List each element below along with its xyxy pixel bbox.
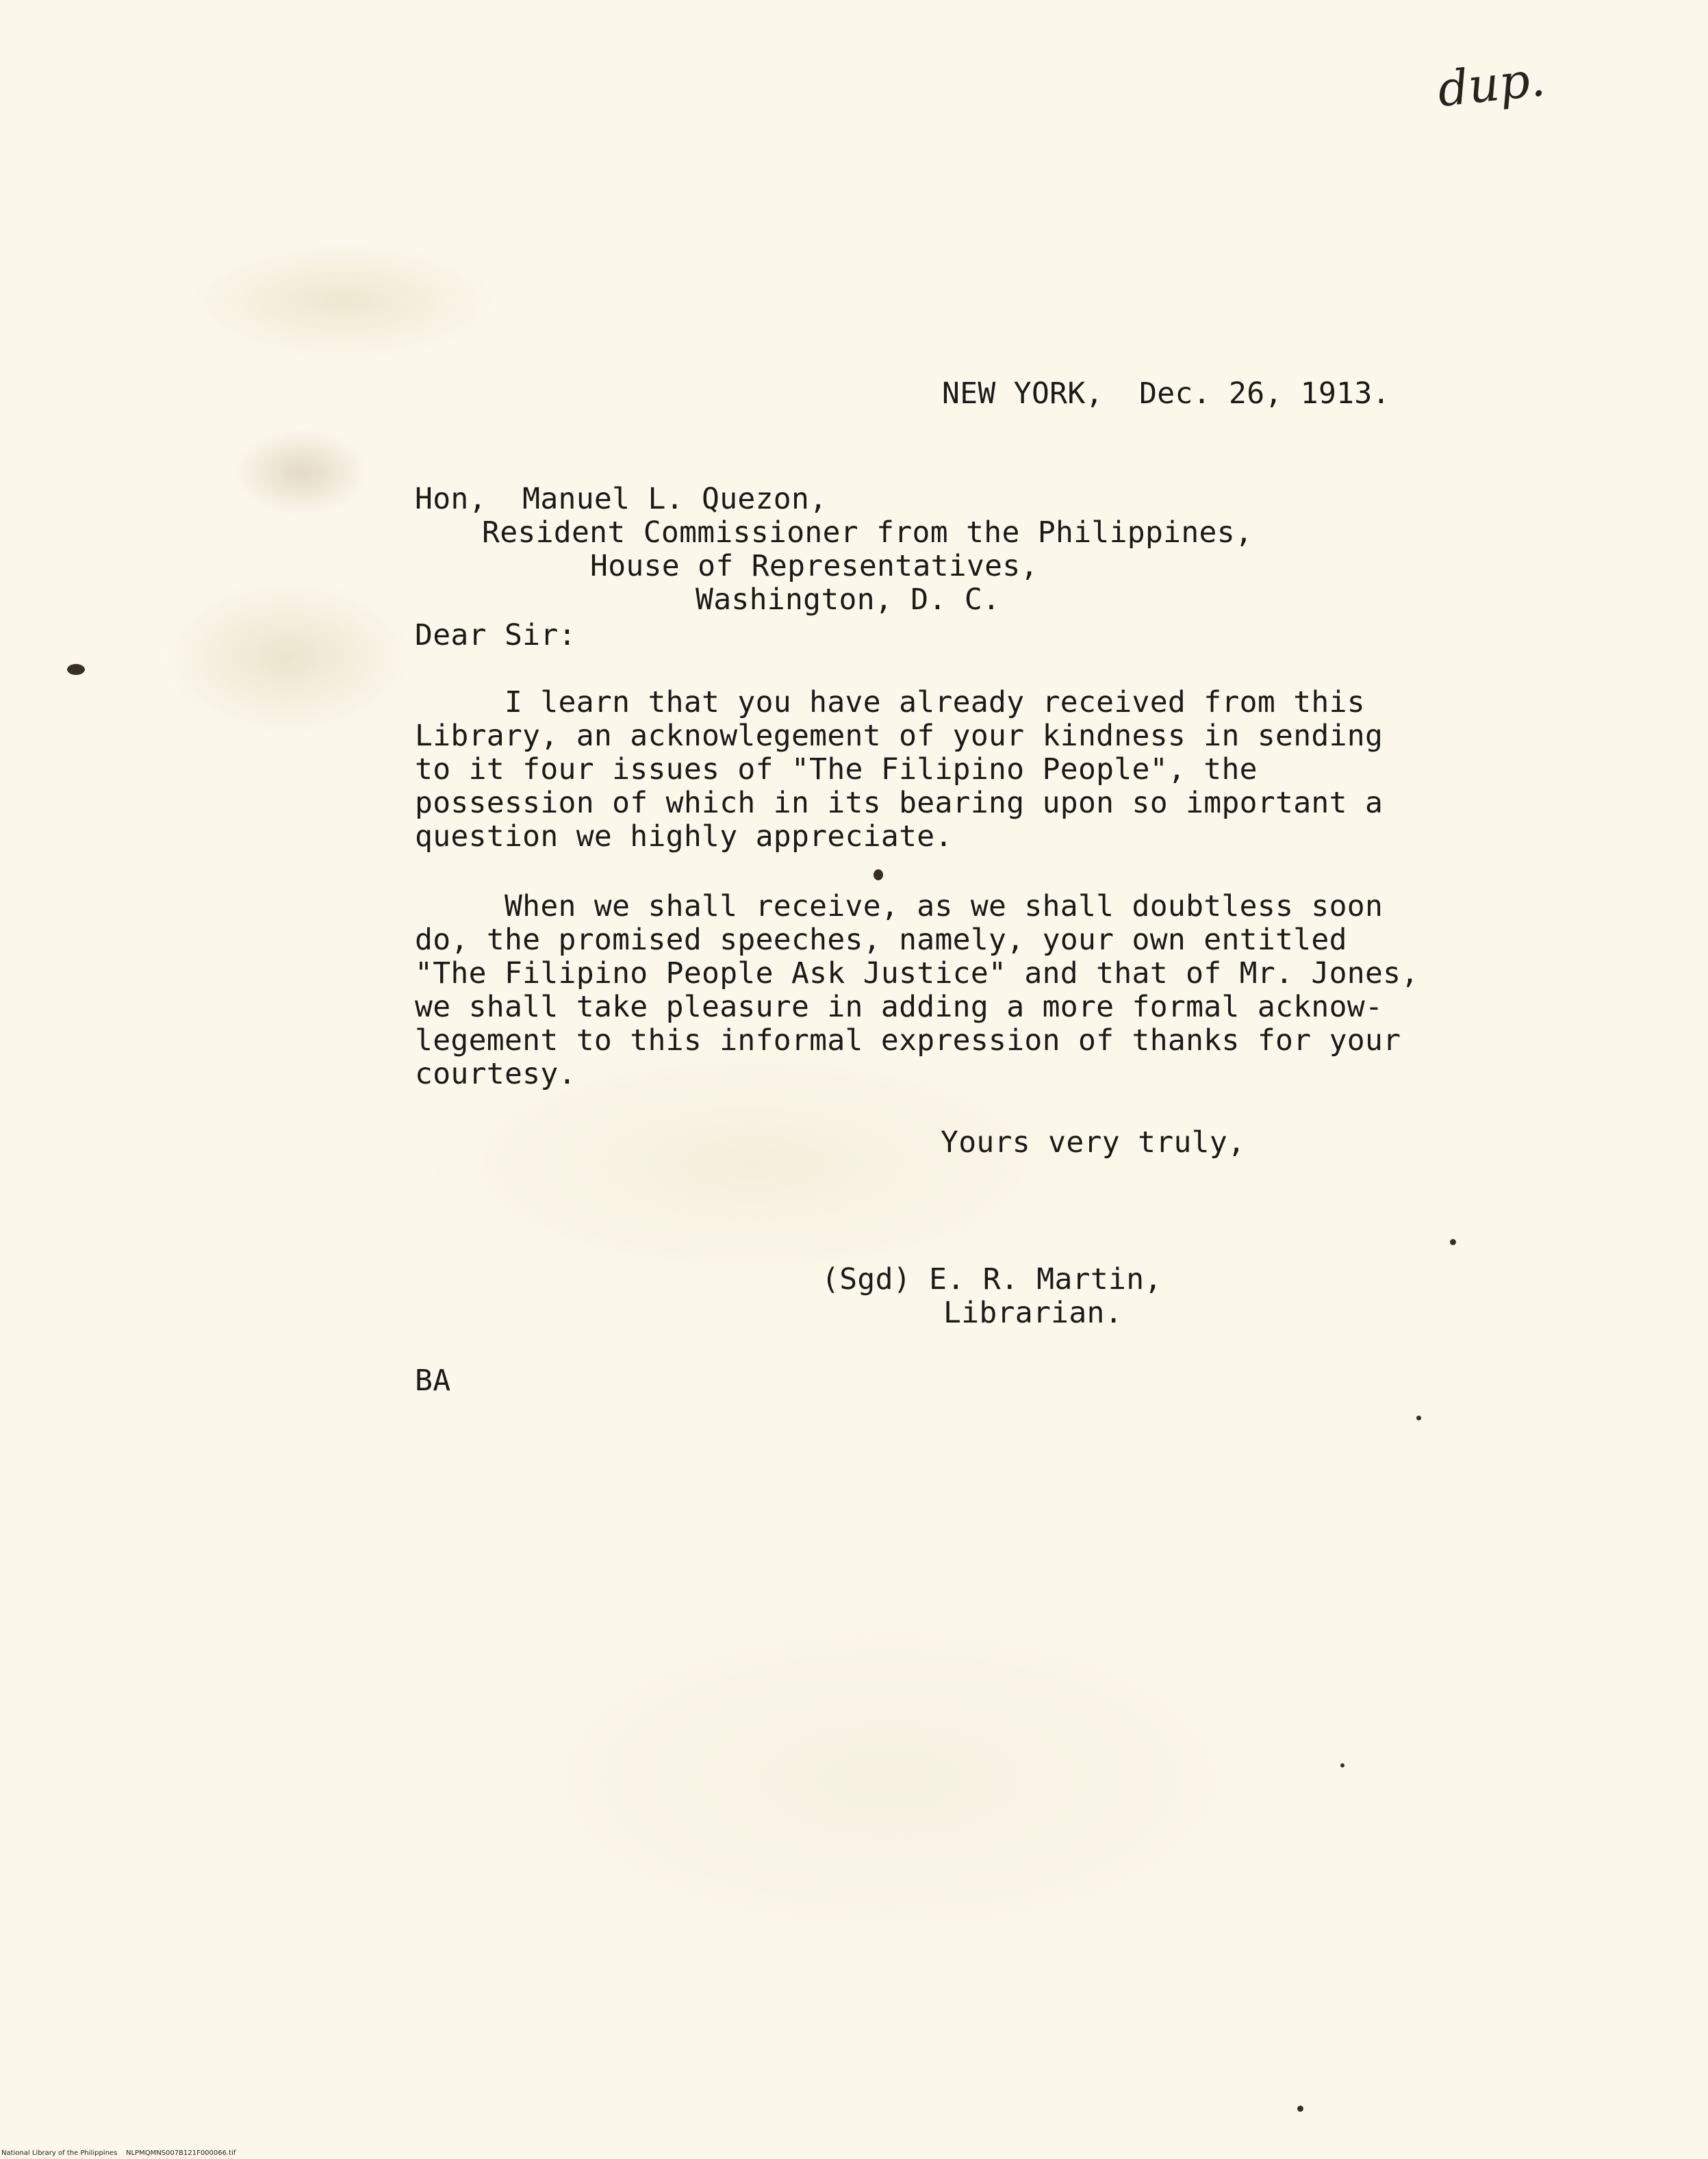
paragraph2-line-3: "The Filipino People Ask Justice" and that of Mr. Jones, — [415, 956, 1419, 991]
closing: Yours very truly, — [941, 1125, 1246, 1160]
paragraph2-line-4: we shall take pleasure in adding a more formal acknow- — [415, 990, 1384, 1024]
ink-speck — [1297, 2106, 1303, 2112]
paragraph1-line-3: to it four issues of "The Filipino People", the — [415, 752, 1258, 787]
ink-speck — [1450, 1239, 1456, 1245]
ink-speck — [874, 869, 883, 880]
signature: (Sgd) E. R. Martin, — [821, 1262, 1162, 1296]
paragraph2-line-2: do, the promised speeches, namely, your own entitled — [415, 923, 1347, 957]
paragraph1-line-2: Library, an acknowlegement of your kindness in sending — [415, 719, 1384, 753]
paragraph1-line-4: possession of which in its bearing upon so important a — [415, 786, 1384, 820]
address-line-2: Resident Commissioner from the Philippines, — [482, 515, 1253, 550]
paragraph1-line-1: I learn that you have already received from this — [415, 685, 1365, 719]
archive-footer-stamp: National Library of the Philippines NLPMQMNS007B121F000066.tif — [1, 2149, 236, 2157]
salutation: Dear Sir: — [415, 618, 576, 652]
paragraph2-line-1: When we shall receive, as we shall doubtless soon — [415, 889, 1384, 923]
ink-speck — [67, 664, 85, 675]
signature-title: Librarian. — [943, 1296, 1123, 1330]
ink-speck — [1340, 1763, 1344, 1767]
address-line-4: Washington, D. C. — [696, 583, 1001, 617]
address-line-1: Hon, Manuel L. Quezon, — [415, 482, 828, 516]
paragraph1-line-5: question we highly appreciate. — [415, 819, 953, 854]
address-line-3: House of Representatives, — [590, 549, 1038, 583]
paragraph2-line-5: legement to this informal expression of thanks for your — [415, 1023, 1401, 1058]
dateline: NEW YORK, Dec. 26, 1913. — [942, 376, 1390, 411]
ink-speck — [1416, 1416, 1421, 1420]
typist-initials: BA — [415, 1364, 451, 1398]
handwritten-dup-note: dup. — [1435, 51, 1548, 118]
paragraph2-line-6: courtesy. — [415, 1057, 576, 1091]
